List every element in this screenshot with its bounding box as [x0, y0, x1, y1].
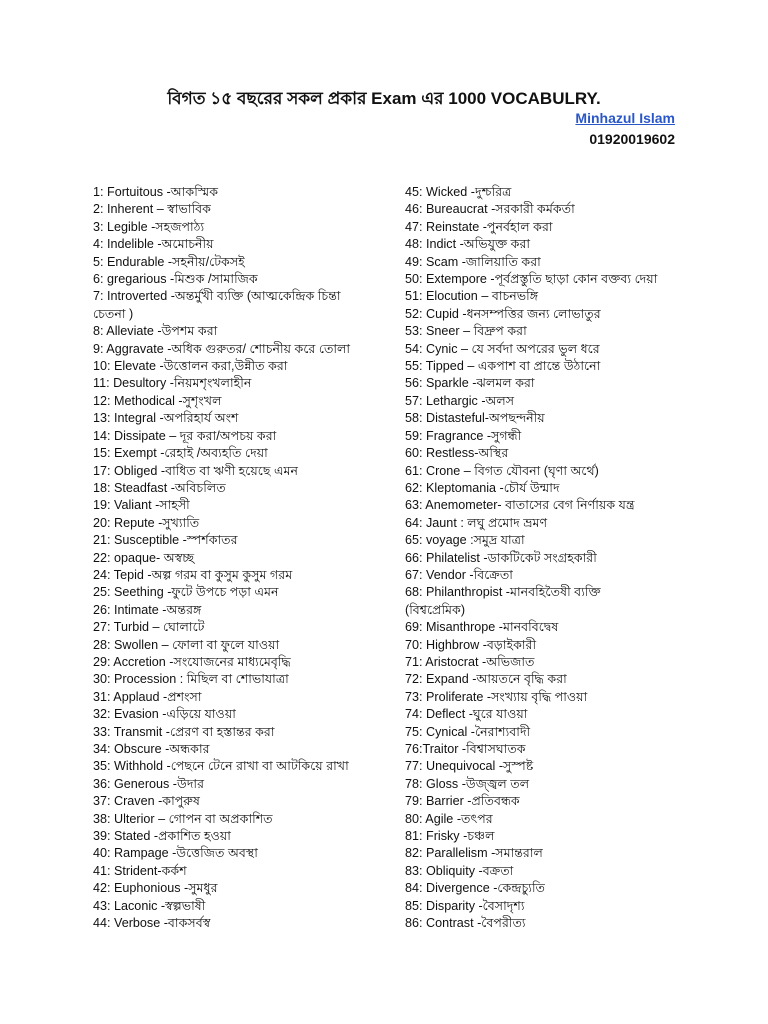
vocabulary-entry: (বিশ্বপ্রেমিক): [405, 602, 466, 617]
vocabulary-entry: 77: Unequivocal -সুস্পষ্ট: [405, 759, 534, 774]
author-phone: 01920019602: [589, 131, 675, 147]
vocabulary-column-right: [405, 184, 735, 932]
vocabulary-entry: 35: Withhold -পেছনে টেনে রাখা বা আটকিয়ে রাখা: [93, 759, 349, 774]
vocabulary-entry: 2: Inherent – স্বাভাবিক: [93, 202, 211, 217]
vocabulary-entry: 54: Cynic – যে সর্বদা অপরের ভুল ধরে: [405, 341, 600, 356]
vocabulary-entry: 25: Seething -ফুটে উপচে পড়া এমন: [93, 585, 279, 600]
vocabulary-entry: 6: gregarious -মিশুক /সামাজিক: [93, 272, 258, 287]
vocabulary-entry: 56: Sparkle -ঝলমল করা: [405, 376, 535, 391]
vocabulary-entry: 49: Scam -জালিয়াতি করা: [405, 254, 541, 269]
vocabulary-entry: চেতনা ): [93, 306, 134, 321]
vocabulary-entry: 12: Methodical -সুশৃংখল: [93, 393, 222, 408]
vocabulary-entry: 72: Expand -আয়তনে বৃদ্ধি করা: [405, 672, 567, 687]
vocabulary-entry: 15: Exempt -রেহাই /অব্যহতি দেয়া: [93, 446, 268, 461]
vocabulary-entry: 58: Distasteful-অপছন্দনীয়: [405, 411, 545, 426]
vocabulary-entry: 29: Accretion -সংযোজনের মাধ্যমেবৃদ্ধি: [93, 654, 291, 669]
vocabulary-entry: 20: Repute -সুখ্যাতি: [93, 515, 200, 530]
vocabulary-entry: 61: Crone – বিগত যৌবনা (ঘৃণা অর্থে): [405, 463, 599, 478]
vocabulary-entry: 33: Transmit -প্রেরণ বা হস্তান্তর করা: [93, 724, 275, 739]
vocabulary-entry: 69: Misanthrope -মানববিদ্বেষ: [405, 620, 559, 635]
document-title: বিগত ১৫ বছরের সকল প্রকার Exam এর 1000 VOCABULRY.: [167, 89, 601, 108]
vocabulary-entry: 79: Barrier -প্রতিবন্ধক: [405, 794, 520, 809]
vocabulary-entry: 53: Sneer – বিদ্রুপ করা: [405, 324, 527, 339]
vocabulary-entry: 32: Evasion -এড়িয়ে যাওয়া: [93, 707, 236, 722]
vocabulary-entry: 34: Obscure -অন্ধকার: [93, 742, 210, 756]
vocabulary-entry: 28: Swollen – ফোলা বা ফুলে যাওয়া: [93, 637, 280, 652]
vocabulary-entry: 67: Vendor -বিক্রেতা: [405, 567, 513, 582]
vocabulary-entry: 18: Steadfast -অবিচলিত: [93, 480, 226, 495]
vocabulary-entry: 84: Divergence -কেন্দ্রচ্যুতি: [405, 881, 546, 896]
vocabulary-entry: 8: Alleviate -উপশম করা: [93, 324, 218, 339]
vocabulary-entry: 63: Anemometer- বাতাসের বেগ নির্ণায়ক যন্ত্র: [405, 498, 635, 513]
vocabulary-entry: 17: Obliged -বাধিত বা ঋণী হয়েছে এমন: [93, 463, 299, 478]
vocabulary-entry: 30: Procession : মিছিল বা শোভাযাত্রা: [93, 672, 289, 687]
vocabulary-entry: 73: Proliferate -সংখ্যায় বৃদ্ধি পাওয়া: [405, 689, 588, 704]
vocabulary-entry: 60: Restless-অস্থির: [405, 446, 509, 461]
vocabulary-entry: 57: Lethargic -অলস: [405, 393, 515, 408]
vocabulary-entry: 42: Euphonious -সুমধুর: [93, 881, 218, 896]
vocabulary-entry: 9: Aggravate -অধিক গুরুতর/ শোচনীয় করে তোলা: [93, 341, 351, 356]
vocabulary-entry: 75: Cynical -নৈরাশ্যবাদী: [405, 724, 531, 739]
vocabulary-entry: 26: Intimate -অন্তরঙ্গ: [93, 602, 202, 617]
vocabulary-entry: 59: Fragrance -সুগন্ধী: [405, 428, 522, 443]
vocabulary-entry: 4: Indelible -অমোচনীয়: [93, 237, 214, 252]
vocabulary-entry: 37: Craven -কাপুরুষ: [93, 794, 200, 809]
vocabulary-entry: 21: Susceptible -স্পর্শকাতর: [93, 533, 238, 548]
vocabulary-entry: 85: Disparity -বৈসাদৃশ্য: [405, 898, 525, 913]
vocabulary-entry: 64: Jaunt : লঘু প্রমোদ ভ্রমণ: [405, 515, 548, 530]
vocabulary-entry: 41: Strident-কর্কশ: [93, 863, 187, 878]
vocabulary-entry: 55: Tipped – একপাশ বা প্রান্তে উঠানো: [405, 359, 601, 374]
vocabulary-entry: 86: Contrast -বৈপরীত্য: [405, 916, 526, 931]
vocabulary-entry: 19: Valiant -সাহসী: [93, 498, 190, 513]
vocabulary-entry: 14: Dissipate – দূর করা/অপচয় করা: [93, 428, 277, 443]
vocabulary-entry: 7: Introverted -অন্তর্মুখী ব্যক্তি (আত্মকেন্দ্রিক চিন্তা: [93, 289, 341, 304]
vocabulary-entry: 38: Ulterior – গোপন বা অপ্রকাশিত: [93, 811, 273, 826]
vocabulary-entry: 68: Philanthropist -মানবহিতৈষী ব্যক্তি: [405, 585, 601, 600]
vocabulary-entry: 13: Integral -অপরিহার্য অংশ: [93, 411, 239, 426]
vocabulary-entry: 80: Agile -তৎপর: [405, 811, 493, 826]
vocabulary-entry: 66: Philatelist -ডাকটিকেট সংগ্রহকারী: [405, 550, 597, 565]
vocabulary-entry: 81: Frisky -চঞ্চল: [405, 829, 495, 844]
vocabulary-entry: 71: Aristocrat -অভিজাত: [405, 654, 535, 669]
vocabulary-entry: 5: Endurable -সহনীয়/টেকসই: [93, 254, 245, 269]
vocabulary-entry: 52: Cupid -ধনসম্পত্তির জন্য লোভাতুর: [405, 306, 601, 321]
vocabulary-entry: 43: Laconic -স্বল্পভাষী: [93, 898, 206, 913]
vocabulary-entry: 1: Fortuitous -আকস্মিক: [93, 185, 219, 199]
vocabulary-entry: 70: Highbrow -বড়াইকারী: [405, 637, 537, 652]
vocabulary-entry: 39: Stated -প্রকাশিত হওয়া: [93, 829, 231, 844]
vocabulary-entry: 10: Elevate -উত্তোলন করা,উন্নীত করা: [93, 359, 288, 374]
vocabulary-entry: 47: Reinstate -পুনর্বহাল করা: [405, 219, 553, 234]
vocabulary-entry: 83: Obliquity -বক্রতা: [405, 863, 514, 878]
vocabulary-entry: 44: Verbose -বাকসর্বস্ব: [93, 916, 211, 931]
vocabulary-entry: 40: Rampage -উত্তেজিত অবস্থা: [93, 846, 258, 861]
vocabulary-entry: 45: Wicked -দুশ্চরিত্র: [405, 185, 512, 199]
author-name: Minhazul Islam: [575, 110, 675, 126]
vocabulary-entry: 27: Turbid – ঘোলাটে: [93, 620, 205, 635]
vocabulary-entry: 11: Desultory -নিয়মশৃংখলাহীন: [93, 376, 252, 391]
vocabulary-column-left: [93, 184, 423, 932]
vocabulary-entry: 62: Kleptomania -চৌর্য উন্মাদ: [405, 480, 560, 495]
vocabulary-entry: 50: Extempore -পূর্বপ্রস্তুতি ছাড়া কোন বক্তব্য দেয়া: [405, 272, 658, 287]
vocabulary-entry: 78: Gloss -উজ্জ্বল তল: [405, 776, 530, 791]
vocabulary-entry: 22: opaque- অস্বচ্ছ: [93, 550, 195, 565]
vocabulary-entry: 46: Bureaucrat -সরকারী কর্মকর্তা: [405, 202, 575, 217]
vocabulary-entry: 65: voyage :সমুদ্র যাত্রা: [405, 533, 525, 548]
vocabulary-entry: 3: Legible -সহজপাঠ্য: [93, 219, 205, 234]
vocabulary-entry: 48: Indict -অভিযুক্ত করা: [405, 237, 531, 252]
vocabulary-entry: 82: Parallelism -সমান্তরাল: [405, 846, 543, 861]
vocabulary-entry: 24: Tepid -অল্প গরম বা কুসুম কুসুম গরম: [93, 567, 293, 582]
vocabulary-entry: 31: Applaud -প্রশংসা: [93, 689, 202, 704]
vocabulary-entry: 76:Traitor -বিশ্বাসঘাতক: [405, 742, 526, 756]
vocabulary-entry: 74: Deflect -ঘুরে যাওয়া: [405, 707, 528, 722]
vocabulary-entry: 51: Elocution – বাচনভঙ্গি: [405, 289, 539, 304]
vocabulary-entry: 36: Generous -উদার: [93, 776, 205, 791]
